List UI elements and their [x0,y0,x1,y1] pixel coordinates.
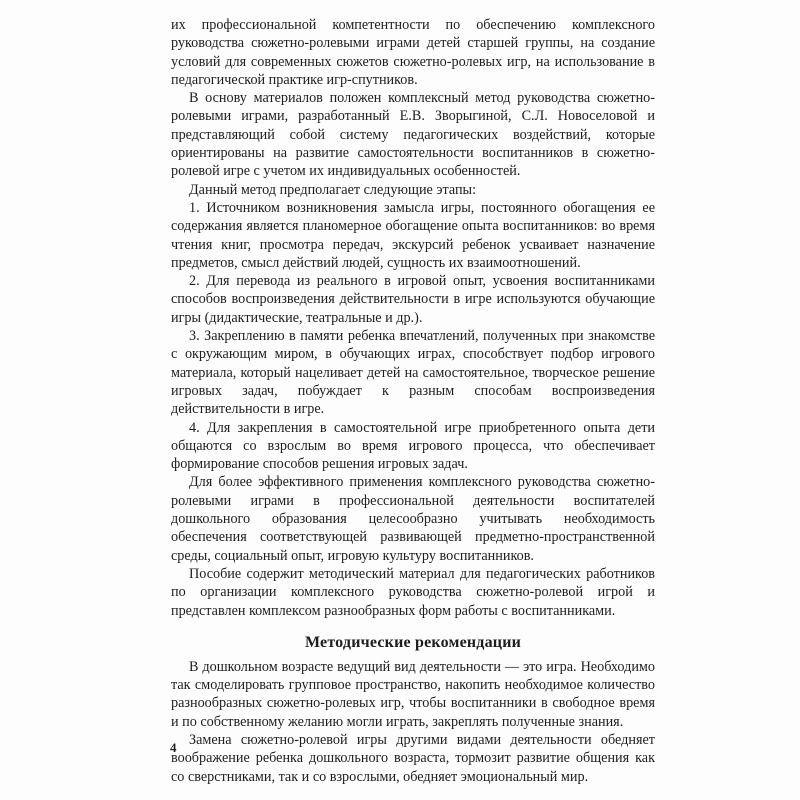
paragraph-stage-3: 3. Закреплению в памяти ребенка впечатлений, полученных при знакомстве с окружающим миром, в обучающих играх, способствует подбор игрового материала, который нацеливает детей на самостоятельное, творческое решение игровых задач, побуждает к разным способам воспроизведения действительности в игре. [171,328,655,418]
paragraph-stages-intro: Данный метод предполагает следующие этапы: [189,181,477,198]
section-heading: Методические рекомендации [304,633,522,651]
paragraph-continuation: их профессиональной компетентности по обеспечению комплексного руководства сюжетно-ролевыми играми детей старшей группы, на создание условий для современных сюжетов сюжетно-ролевых игр, на использование в педагогической практике игр-спутников. [171,17,655,88]
paragraph-game-replacement: Замена сюжетно-ролевой игры другими видами деятельности обедняет воображение ребенка дошкольного возраста, тормозит развитие общения как со сверстниками, так и со взрослыми, обедняет эмоциональный мир. [171,731,655,785]
paragraph-method-basis: В основу материалов положен комплексный метод руководства сюжетно-ролевыми играми, разработанный Е.В. Зворыгиной, С.Л. Новоселовой и представляющий собой систему педагогических воздействий, которые ориентированы на развитие самостоятельности воспитанников в сюжетно-ролевой игре с учетом их индивидуальных особенностей. [171,90,655,180]
paragraph-stage-2: 2. Для перевода из реального в игровой опыт, усвоения воспитанниками способов воспроизведения действительности в игре используются обучающие игры (дидактические, театральные и др.). [171,273,655,326]
paragraph-stage-4: 4. Для закрепления в самостоятельной игре приобретенного опыта дети общаются со взрослым во время игрового процесса, что обеспечивает формирование способов решения игровых задач. [171,419,655,473]
page-number: 4 [170,740,177,755]
body-text [171,16,655,786]
paragraph-leading-activity: В дошкольном возрасте ведущий вид деятельности — это игра. Необходимо так смоделировать групповое пространство, накопить необходимое количество разнообразных сюжетно-ролевых игр, чтобы воспитанники в свободное время и по собственному желанию могли играть, закреплять полученные знания. [171,658,655,730]
paragraph-manual-contents: Пособие содержит методический материал для педагогических работников по организации комплексного руководства сюжетно-ролевой игрой и представлен комплексом разнообразных форм работы с воспитанниками. [171,565,655,619]
paragraph-stage-1: 1. Источником возникновения замысла игры, постоянного обогащения ее содержания является планомерное обогащение опыта воспитанников: во время чтения книг, просмотра передач, экскурсий ребенок усваивает назначение предметов, смысл действий людей, сущность их взаимоотношений. [171,199,655,271]
paragraph-effective-application: Для более эффективного применения комплексного руководства сюжетно-ролевыми играми в профессиональной деятельности воспитателей дошкольного образования целесообразно учитывать необходимость обеспечения соответствующей развивающей предметно-пространственной среды, социальный опыт, игровую культуру воспитанников. [171,474,655,564]
